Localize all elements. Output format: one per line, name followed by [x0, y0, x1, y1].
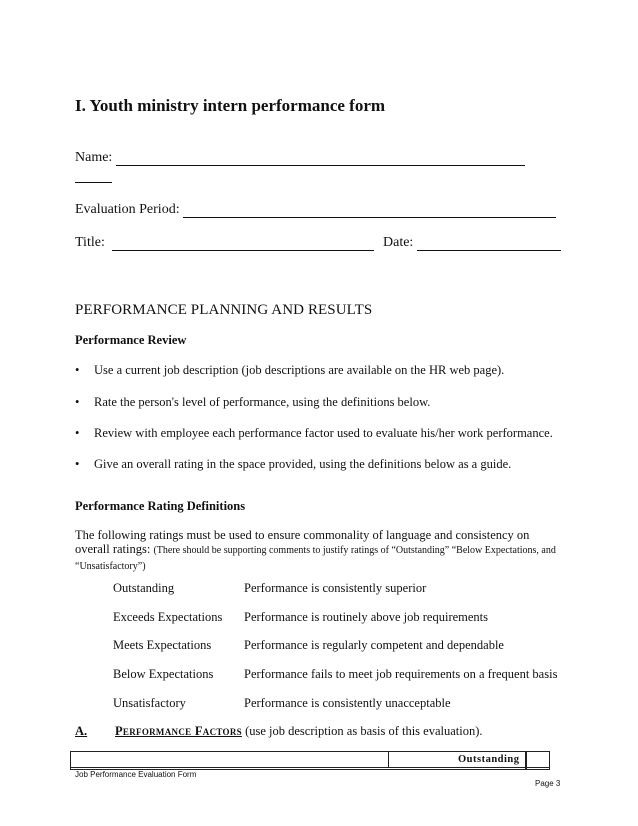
list-item [75, 426, 553, 441]
list-item-text: Review with employee each performance factor used to evaluate his/her work performance. [94, 426, 553, 440]
evaluation-period-blank-line[interactable] [183, 203, 556, 218]
name-blank-line[interactable] [116, 151, 525, 166]
footer-divider [70, 767, 550, 768]
rating-description: Performance is regularly competent and dependable [244, 638, 504, 652]
title-blank-line[interactable] [112, 236, 374, 251]
date-blank-line[interactable] [417, 236, 561, 251]
bullet-icon: • [75, 426, 80, 440]
intro-note: (There should be supporting comments to justify ratings of “Outstanding” “Below Expectations, and “Unsatisfactory”) [75, 545, 556, 572]
date-field[interactable] [383, 235, 561, 251]
rating-term: Below Expectations [113, 667, 214, 681]
factors-title: Performance Factors [115, 724, 242, 738]
bullet-icon: • [75, 395, 80, 409]
date-label: Date: [383, 235, 414, 250]
rating-term: Unsatisfactory [113, 696, 186, 710]
rating-definitions-intro [75, 528, 565, 574]
list-item-text: Rate the person's level of performance, using the definitions below. [94, 395, 431, 409]
rating-term: Outstanding [113, 581, 175, 595]
list-item-text: Give an overall rating in the space provided, using the definitions below as a guide. [94, 457, 512, 471]
factors-note: (use job description as basis of this evaluation). [245, 724, 483, 738]
rating-description: Performance is consistently unacceptable [244, 696, 451, 710]
rating-description: Performance is consistently superior [244, 581, 427, 595]
performance-review-heading: Performance Review [75, 333, 187, 347]
rating-term: Meets Expectations [113, 638, 212, 652]
page-title: I. Youth ministry intern performance form [75, 96, 386, 115]
title-label: Title: [75, 235, 105, 250]
page-number: Page 3 [535, 779, 561, 788]
title-field[interactable] [75, 235, 374, 251]
footer-form-name: Job Performance Evaluation Form [75, 770, 197, 779]
evaluation-period-label: Evaluation Period: [75, 202, 180, 217]
factors-label: A. [75, 724, 88, 738]
list-item-text: Use a current job description (job descriptions are available on the HR web page). [94, 363, 505, 377]
name-blank-line-continued[interactable] [75, 168, 112, 183]
name-label: Name: [75, 150, 113, 165]
rating-description: Performance fails to meet job requirements on a frequent basis [244, 667, 558, 681]
list-item [75, 457, 511, 472]
list-item [75, 395, 430, 410]
list-item [75, 363, 504, 378]
performance-factors-heading [75, 724, 483, 739]
evaluation-period-field[interactable] [75, 202, 556, 218]
rating-description: Performance is routinely above job requirements [244, 610, 489, 624]
intro-text: The following ratings must be used to ensure commonality of language and consistency on overall ratings: [75, 528, 530, 556]
name-field[interactable] [75, 150, 525, 166]
bullet-icon: • [75, 363, 80, 377]
rating-definitions-heading: Performance Rating Definitions [75, 499, 246, 513]
section-heading: PERFORMANCE PLANNING AND RESULTS [75, 302, 373, 318]
bullet-icon: • [75, 457, 80, 471]
rating-term: Exceeds Expectations [113, 610, 223, 624]
outstanding-column-header: Outstanding [458, 754, 520, 765]
